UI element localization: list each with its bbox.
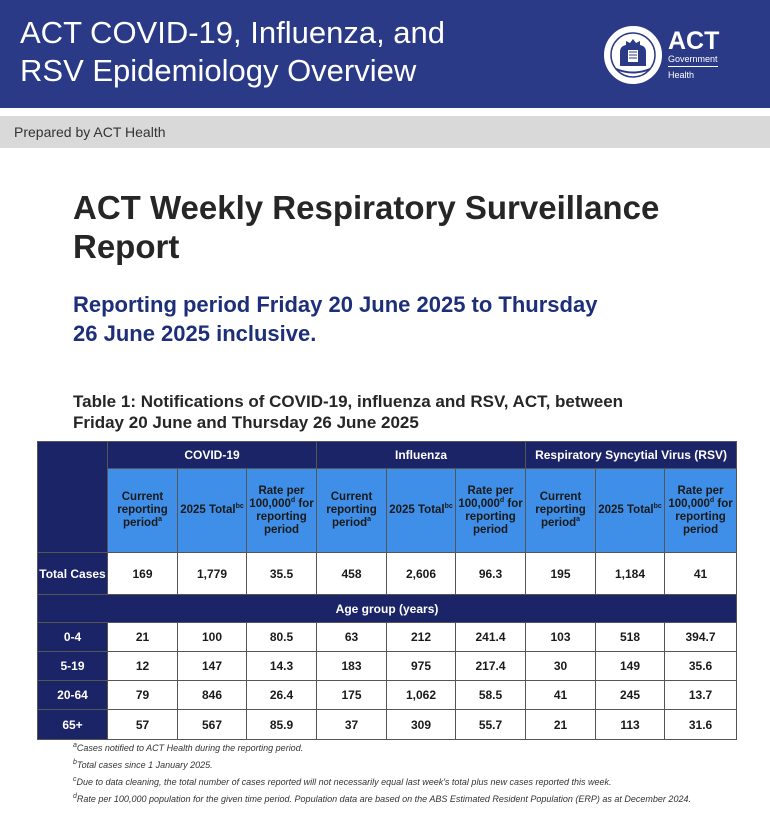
age-row-20-64	[38, 681, 737, 710]
table-cell: 195	[526, 553, 596, 595]
subheader-rate-text-2: for reporting period	[465, 497, 523, 536]
footnote-text: Rate per 100,000 population for the given time period. Population data are based on the ABS Estimated Resident Population (ERP) as at December 2024.	[76, 794, 691, 804]
table-cell: 14.3	[247, 652, 317, 681]
footnote-mark: d	[499, 496, 505, 504]
footnote-mark: d	[709, 496, 715, 504]
subheader-total	[178, 469, 247, 553]
footnote-a	[73, 742, 693, 754]
footnote-mark: c	[73, 776, 77, 783]
table-cell: 80.5	[247, 623, 317, 652]
title-line-1: ACT COVID-19, Influenza, and	[20, 15, 446, 50]
table-cell: 147	[178, 652, 247, 681]
table-cell: 518	[596, 623, 665, 652]
footnote-mark: bc	[444, 503, 453, 511]
subheader-rate	[665, 469, 737, 553]
document-title	[20, 14, 540, 90]
table-cell: 31.6	[665, 710, 737, 740]
subheader-total	[596, 469, 665, 553]
disease-header-rsv: Respiratory Syncytial Virus (RSV)	[526, 442, 737, 469]
footnote-mark: a	[576, 516, 581, 524]
subheader-current	[108, 469, 178, 553]
footnote-mark: d	[73, 793, 77, 800]
subheader-total-text: 2025 Total	[180, 504, 236, 516]
table-cell: 975	[387, 652, 456, 681]
table-cell: 567	[178, 710, 247, 740]
table-cell: 458	[317, 553, 387, 595]
table-cell: 175	[317, 681, 387, 710]
subheader-current-text: Current reporting period	[117, 491, 168, 529]
footnote-mark: d	[290, 496, 296, 504]
table-cell: 169	[108, 553, 178, 595]
row-label-age: 65+	[38, 710, 108, 740]
footnote-text: Total cases since 1 January 2025.	[76, 760, 213, 770]
title-line-2: RSV Epidemiology Overview	[20, 53, 417, 88]
row-label-age: 20-64	[38, 681, 108, 710]
disease-header-covid: COVID-19	[108, 442, 317, 469]
table-cell: 21	[108, 623, 178, 652]
subheader-rate	[247, 469, 317, 553]
subheader-rate-text: Rate per 100,000	[249, 484, 305, 510]
table-cell: 217.4	[456, 652, 526, 681]
table-cell: 103	[526, 623, 596, 652]
prepared-by-text: Prepared by ACT Health	[14, 124, 166, 140]
table-cell: 63	[317, 623, 387, 652]
table-cell: 41	[665, 553, 737, 595]
table-cell: 394.7	[665, 623, 737, 652]
footnote-mark: bc	[235, 503, 244, 511]
table-cell: 2,606	[387, 553, 456, 595]
reporting-period-line-1: Reporting period Friday 20 June 2025 to Thursday	[73, 292, 598, 317]
logo-health-text: Health	[668, 70, 695, 80]
table-cell: 12	[108, 652, 178, 681]
age-row-65-plus	[38, 710, 737, 740]
table-cell: 1,062	[387, 681, 456, 710]
reporting-period-line-2: 26 June 2025 inclusive.	[73, 321, 317, 346]
subheader-total-text: 2025 Total	[598, 504, 654, 516]
logo-act-text: ACT	[668, 27, 720, 55]
act-health-logo	[604, 26, 754, 88]
age-row-5-19	[38, 652, 737, 681]
disease-header-influenza: Influenza	[317, 442, 526, 469]
table-cell: 113	[596, 710, 665, 740]
table-cell: 245	[596, 681, 665, 710]
table-caption-line-1: Table 1: Notifications of COVID-19, influenza and RSV, ACT, between	[73, 392, 624, 411]
subheader-current	[526, 469, 596, 553]
reporting-period	[73, 290, 713, 348]
corner-cell	[38, 442, 108, 553]
table-cell: 183	[317, 652, 387, 681]
footnote-text: Due to data cleaning, the total number of cases reported will not necessarily equal last week's total plus new cases reported this week.	[76, 777, 612, 787]
age-row-0-4	[38, 623, 737, 652]
footnote-mark: a	[158, 516, 163, 524]
subheader-rate-text: Rate per 100,000	[458, 484, 514, 510]
table-cell: 1,779	[178, 553, 247, 595]
notifications-table	[37, 441, 737, 740]
row-label-total-cases: Total Cases	[38, 553, 108, 595]
subheader-rate-text-2: for reporting period	[675, 497, 733, 536]
footnote-mark: bc	[653, 503, 662, 511]
table-cell: 309	[387, 710, 456, 740]
table-cell: 96.3	[456, 553, 526, 595]
table-cell: 13.7	[665, 681, 737, 710]
table-cell: 55.7	[456, 710, 526, 740]
footnote-mark: a	[367, 516, 372, 524]
table-cell: 35.5	[247, 553, 317, 595]
subheader-row	[38, 469, 737, 553]
logo-divider	[668, 66, 718, 67]
table-caption	[73, 391, 723, 433]
act-crest-icon	[604, 26, 662, 84]
subheader-rate-text: Rate per 100,000	[668, 484, 724, 510]
table-cell: 57	[108, 710, 178, 740]
table-cell: 85.9	[247, 710, 317, 740]
footnotes	[73, 742, 693, 810]
report-title: ACT Weekly Respiratory Surveillance Report	[73, 189, 660, 265]
table-caption-line-2: Friday 20 June and Thursday 26 June 2025	[73, 413, 419, 432]
table-cell: 149	[596, 652, 665, 681]
subheader-current-text: Current reporting period	[326, 491, 377, 529]
table-cell: 30	[526, 652, 596, 681]
footnote-b	[73, 759, 693, 771]
table-cell: 35.6	[665, 652, 737, 681]
header-banner	[0, 0, 770, 108]
table-cell: 26.4	[247, 681, 317, 710]
subheader-rate	[456, 469, 526, 553]
footnote-mark: b	[73, 759, 77, 766]
table-cell: 846	[178, 681, 247, 710]
subheader-current-text: Current reporting period	[535, 491, 586, 529]
disease-header-row	[38, 442, 737, 469]
table-cell: 241.4	[456, 623, 526, 652]
age-group-header-row	[38, 595, 737, 623]
subheader-total	[387, 469, 456, 553]
row-label-age: 5-19	[38, 652, 108, 681]
prepared-by-bar	[0, 116, 770, 148]
table-cell: 21	[526, 710, 596, 740]
table-cell: 100	[178, 623, 247, 652]
age-group-header: Age group (years)	[38, 595, 737, 623]
row-label-age: 0-4	[38, 623, 108, 652]
table-cell: 41	[526, 681, 596, 710]
total-cases-row	[38, 553, 737, 595]
subheader-rate-text-2: for reporting period	[256, 497, 314, 536]
table-cell: 37	[317, 710, 387, 740]
subheader-total-text: 2025 Total	[389, 504, 445, 516]
footnote-text: Cases notified to ACT Health during the reporting period.	[76, 743, 304, 753]
footnote-d	[73, 793, 693, 805]
table-cell: 212	[387, 623, 456, 652]
logo-government-text: Government	[668, 54, 718, 64]
subheader-current	[317, 469, 387, 553]
table-cell: 58.5	[456, 681, 526, 710]
table-cell: 79	[108, 681, 178, 710]
table-cell: 1,184	[596, 553, 665, 595]
footnote-c	[73, 776, 693, 788]
footnote-mark: a	[73, 742, 77, 749]
